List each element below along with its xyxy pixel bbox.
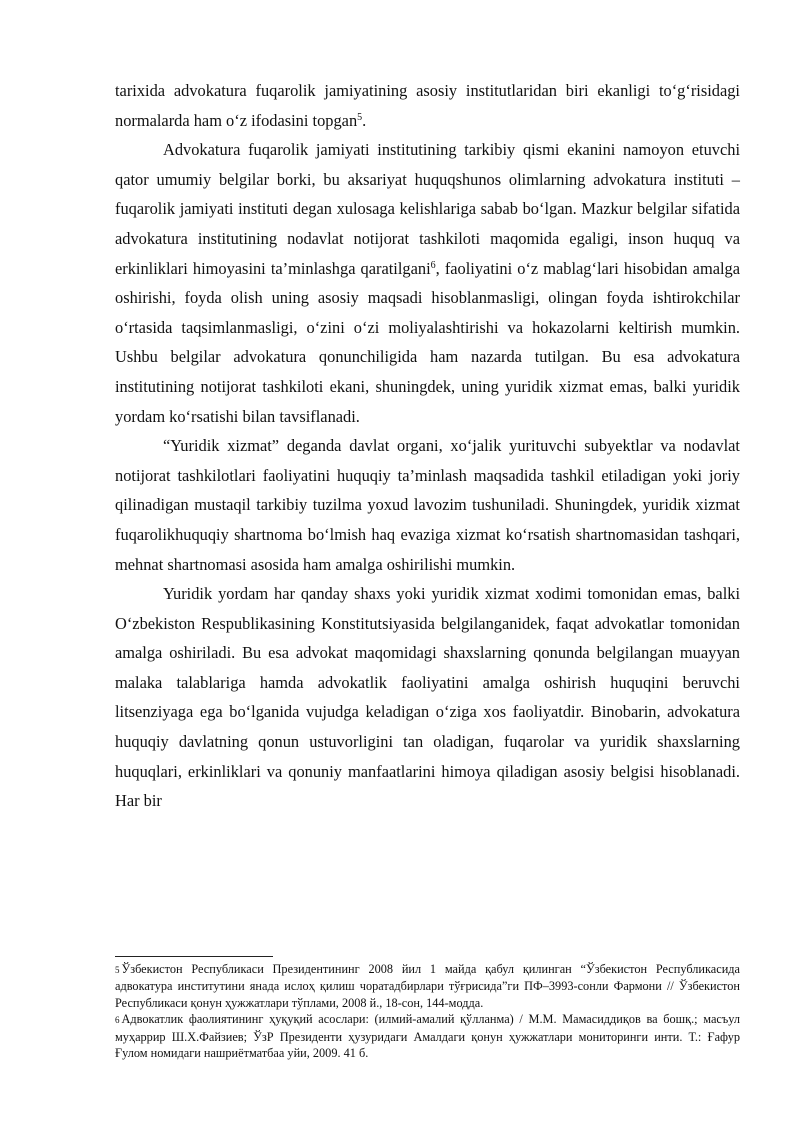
paragraph bbox=[115, 76, 740, 135]
text-run: Advokatura fuqarolik jamiyati institutining tarkibiy qismi ekanini namoyon etuvchi qator umumiy belgilar borki, bu aksariyat huquqshunos olimlarning advokatura instituti – fuqarolik jamiyati instituti degan xulosaga kelishlariga sabab bo‘lgan. Mazkur belgilar sifatida advokatura institutining nodavlat notijorat tashkiloti maqomida egaligi, inson huquq va erkinliklari himoyasini ta’minlashga qaratilgani bbox=[115, 140, 740, 278]
text-run: tarixida advokatura fuqarolik jamiyatining asosiy institutlaridan biri ekanligi to‘g‘risidagi normalarda ham o‘z ifodasini topgan bbox=[115, 81, 740, 130]
footnote-separator bbox=[115, 956, 273, 957]
text-run: “Yuridik xizmat” deganda davlat organi, xo‘jalik yurituvchi subyektlar va nodavlat notijorat tashkilotlari faoliyatini huquqiy ta’minlash maqsadida tashkil etiladigan yoki joriy qilinadigan mustaqil tarkibiy tuzilma yoxud lavozim tushuniladi. Shuningdek, yuridik xizmat fuqarolikhuquqiy shartnoma bo‘lmish haq evaziga xizmat ko‘rsatish shartnomasidan tashqari, mehnat shartnomasi asosida ham amalga oshirilishi mumkin. bbox=[115, 436, 740, 574]
footnote bbox=[115, 1011, 740, 1061]
text-run: Yuridik yordam har qanday shaxs yoki yuridik xizmat xodimi tomonidan emas, balki O‘zbekiston Respublikasining Konstitutsiyasida belgilanganidek, faqat advokatlar tomonidan amalga oshiriladi. Bu esa advokat maqomidagi shaxslarning qonunda belgilangan muayyan malaka talablariga hamda advokatlik faoliyatini amalga oshirish huquqini beruvchi litsenziyaga ega bo‘lganida vujudga keladigan o‘ziga xos faoliyatdir. Binobarin, advokatura huquqiy davlatning qonun ustuvorligini tan oladigan, fuqarolar va yuridik shaxslarning huquqlari, erkinliklari va qonuniy manfaatlarini himoya qiladigan asosiy belgisi hisoblanadi. Har bir bbox=[115, 584, 740, 811]
text-run: , faoliyatini o‘z mablag‘lari hisobidan amalga oshirishi, foyda olish uning asosiy maqsadi hisoblanmasligi, olingan foyda ishtirokchilar o‘rtasida taqsimlanmasligi, o‘zini o‘zi moliyalashtirishi va hokazolarni keltirish mumkin. Ushbu belgilar advokatura qonunchiligida ham nazarda tutilgan. Bu esa advokatura institutining notijorat tashkiloti ekani, shuningdek, uning yuridik xizmat emas, balki yuridik yordam ko‘rsatishi bilan tavsiflanadi. bbox=[115, 258, 741, 426]
text-run: . bbox=[362, 110, 367, 130]
body-text bbox=[115, 76, 740, 816]
footnote-text: Ўзбекистон Республикаси Президентининг 2008 йил 1 майда қабул қилинган “Ўзбекистон Республикасида адвокатура институтини янада ислоҳ қилиш чоратадбирлари тўғрисида”ги ПФ–3993-сонли Фармони // Ўзбекистон Республикаси қонун ҳужжатлари тўплами, 2008 й., 18-сон, 144-модда. bbox=[115, 962, 740, 1010]
footnote-number: 6 bbox=[115, 1015, 120, 1026]
paragraph bbox=[115, 135, 740, 431]
paragraph bbox=[115, 431, 740, 579]
footnote-text: Адвокатлик фаолиятининг ҳуқуқий асослари: (илмий-амалий қўлланма) / М.М. Мамасиддиқов ва бошқ.; масъул муҳаррир Ш.Х.Файзиев; ЎзР Президенти ҳузуридаги Амалдаги қонун ҳужжатлари мониторинги инти. Т.: Ғафур Ғулом номидаги нашриётматбаа уйи, 2009. 41 б. bbox=[115, 1012, 740, 1061]
footnotes bbox=[115, 961, 740, 1061]
footnote-number: 5 bbox=[115, 965, 120, 975]
footnote bbox=[115, 961, 740, 1011]
footnote-ref: 6 bbox=[430, 259, 436, 271]
paragraph bbox=[115, 579, 740, 816]
footnote-ref: 5 bbox=[357, 111, 363, 123]
